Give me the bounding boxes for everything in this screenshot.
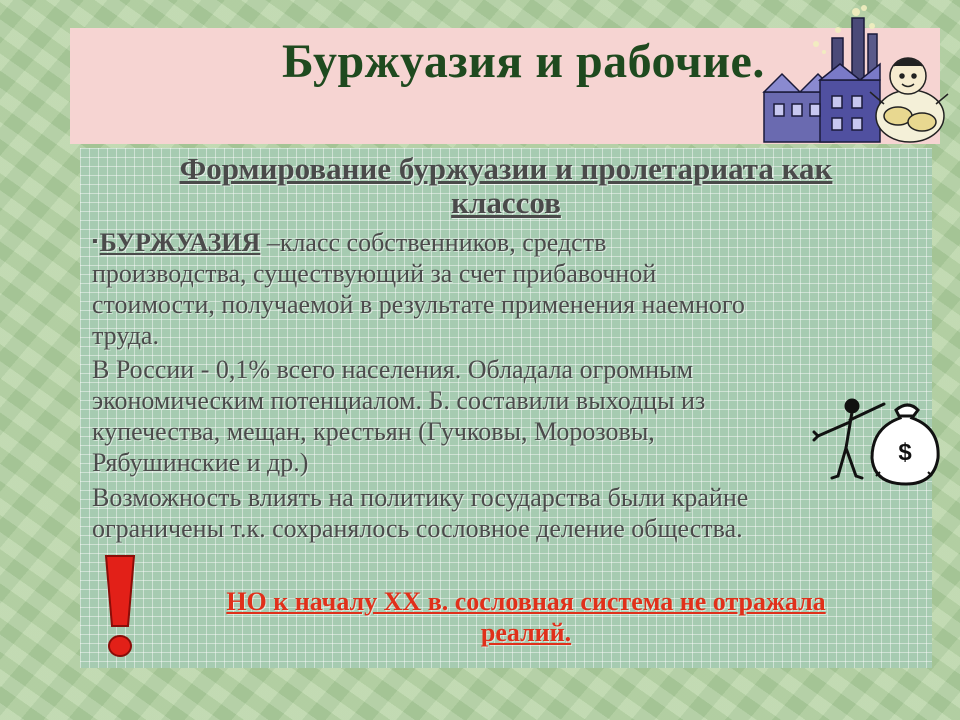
notice-line: реалий. bbox=[480, 618, 572, 647]
russia-line: В России - 0,1% всего населения. Обладала огромным bbox=[92, 355, 694, 384]
page-title: Буржуазия и рабочие. bbox=[282, 35, 765, 88]
money-bag-icon bbox=[812, 392, 952, 492]
factory-illustration bbox=[760, 4, 952, 149]
notice-text bbox=[140, 586, 912, 648]
definition-text: –класс собственников, средств bbox=[260, 228, 607, 257]
politics-line: ограничены т.к. сохранялось сословное деление общества. bbox=[92, 514, 743, 543]
subtitle-line: Формирование буржуазии и пролетариата как bbox=[179, 151, 833, 186]
russia-line: Рябушинские и др.) bbox=[92, 448, 309, 477]
subtitle-line: классов bbox=[451, 185, 561, 220]
politics-paragraph bbox=[92, 482, 912, 544]
definition-line: стоимости, получаемой в результате применения наемного bbox=[92, 290, 745, 319]
definition-paragraph bbox=[92, 226, 912, 351]
section-subtitle bbox=[80, 152, 932, 220]
notice-line: НО к началу XX в. сословная система не отражала bbox=[226, 587, 826, 616]
content-panel bbox=[80, 148, 932, 668]
dollar-sign: $ bbox=[898, 439, 912, 466]
politics-line: Возможность влиять на политику государства были крайне bbox=[92, 483, 749, 512]
definition-line: труда. bbox=[92, 321, 159, 350]
russia-paragraph bbox=[92, 354, 912, 478]
russia-line: купечества, мещан, крестьян (Гучковы, Морозовы, bbox=[92, 417, 655, 446]
bullet-icon: ▪ bbox=[92, 233, 98, 250]
russia-line: экономическим потенциалом. Б. составили выходцы из bbox=[92, 386, 706, 415]
definition-line: производства, существующий за счет прибавочной bbox=[92, 259, 657, 288]
term-bourgeoisie: БУРЖУАЗИЯ bbox=[99, 228, 261, 257]
exclamation-icon bbox=[98, 554, 142, 660]
